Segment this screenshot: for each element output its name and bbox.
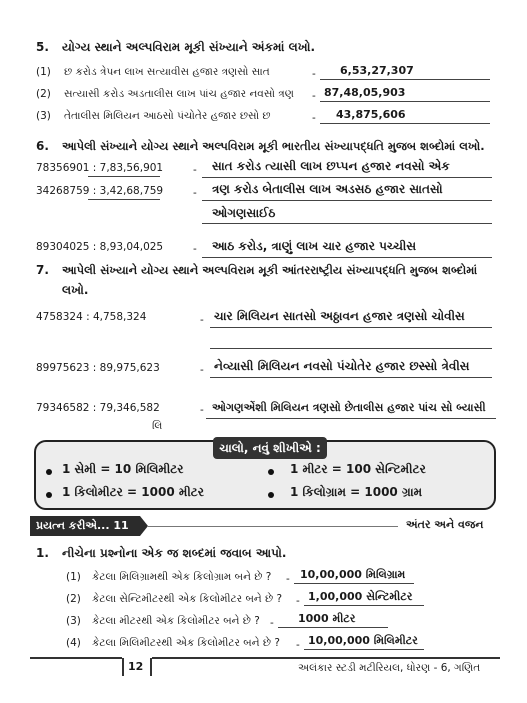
q7-words: ઓગણએંશી મિલિયન ત્રણસો છેતાલીસ હજાર પાંચ સો બ્યાસી: [212, 401, 486, 414]
practice-q-text: નીચેના પ્રશ્નોના એક જ શબ્દમાં જવાબ આપો.: [62, 546, 287, 560]
q7-tail: લિ: [152, 420, 163, 432]
dash: -: [193, 164, 197, 176]
q6-given: 89304025 : 8,93,04,025: [36, 241, 164, 253]
answer-line: [210, 327, 492, 328]
dash: -: [200, 404, 204, 416]
footer-rule-left: [30, 657, 122, 659]
learn-box-title: ચાલો, નવું શીખીએ :: [213, 437, 327, 459]
fact: 1 કિલોગ્રામ = 1000 ગ્રામ: [290, 485, 423, 499]
q5-answer: 87,48,05,903: [324, 86, 406, 99]
q5-item-number: (2): [36, 88, 51, 100]
q6-words: સાત કરોડ ત્યાસી લાખ છપ્પન હજાર નવસો એક: [212, 159, 450, 173]
q5-item-number: (3): [36, 110, 51, 122]
bullet-icon: [268, 469, 274, 475]
dash: -: [312, 112, 316, 124]
answer-line: [210, 377, 492, 378]
practice-item-text: કેટલા મીટરથી એક કિલોમીટર બને છે ?: [92, 615, 260, 627]
q5-answer: 6,53,27,307: [340, 64, 414, 77]
answer-line: [202, 177, 492, 178]
bullet-icon: [46, 492, 52, 498]
footer-rule-right: [152, 657, 500, 659]
q7-number: 7.: [36, 263, 49, 277]
fact: 1 સેમી = 10 મિલિમીટર: [62, 462, 184, 476]
given-underline: [88, 176, 160, 177]
q5-item-text: છ કરોડ ત્રેપન લાખ સત્યાવીસ હજાર ત્રણસો સાત: [64, 66, 270, 78]
practice-item-text: કેટલા સેન્ટિમીટરથી એક કિલોમીટર બને છે ?: [92, 593, 283, 605]
q7-text: આપેલી સંખ્યાને યોગ્ય સ્થાને અલ્પવિરામ મૂકી આંતરરાષ્ટ્રીય સંખ્યાપદ્ધતિ મુજબ શબ્દોમાં: [62, 263, 478, 277]
bullet-icon: [268, 492, 274, 498]
practice-tab: પ્રયત્ન કરીએ... 11: [30, 516, 140, 536]
q7-words: ચાર મિલિયન સાતસો અઠ્ઠાવન હજાર ત્રણસો ચોવીસ: [214, 309, 465, 323]
publisher-line: અલંકાર સ્ટડી મટીરિયલ, ધોરણ - 6, ગણિત: [298, 662, 481, 674]
q5-item-text: સત્યાસી કરોડ અડતાલીસ લાખ પાંચ હજાર નવસો ત્રણ: [64, 88, 294, 100]
practice-answer: 10,00,000 મિલિમીટર: [308, 634, 418, 647]
practice-answer: 1,00,000 સેન્ટિમીટર: [308, 590, 413, 603]
answer-line: [206, 418, 496, 419]
q5-item-text: તેતાલીસ મિલિયન આઠસો પંચોતેર હજાર છસો છ: [64, 110, 271, 122]
q7-given: 89975623 : 89,975,623: [36, 362, 160, 374]
q5-text: યોગ્ય સ્થાને અલ્પવિરામ મૂકી સંખ્યાને અંકમાં લખો.: [62, 40, 316, 54]
q7-given: 4758324 : 4,758,324: [36, 311, 147, 323]
dash: -: [200, 314, 204, 326]
tab-arrow-icon: [140, 516, 148, 536]
answer-line: [304, 605, 424, 606]
q6-given: 34268759 : 3,42,68,759: [36, 185, 164, 197]
answer-line: [278, 627, 388, 628]
answer-line: [320, 101, 490, 102]
dash: -: [312, 90, 316, 102]
practice-item-number: (4): [66, 637, 81, 649]
q6-text: આપેલી સંખ્યાને યોગ્ય સ્થાને અલ્પવિરામ મૂકી ભારતીય સંખ્યાપદ્ધતિ મુજબ શબ્દોમાં લખો.: [62, 139, 485, 153]
dash: -: [193, 187, 197, 199]
dash: -: [312, 68, 316, 80]
practice-item-number: (2): [66, 593, 81, 605]
answer-line: [202, 200, 492, 201]
q6-words: ત્રણ કરોડ બેતાલીસ લાખ અડસઠ હજાર સાતસો: [212, 182, 443, 196]
practice-answer: 10,00,000 મિલિગ્રામ: [300, 568, 406, 581]
answer-line: [320, 79, 490, 80]
given-underline: [88, 199, 160, 200]
practice-item-number: (1): [66, 571, 81, 583]
answer-line: [202, 257, 492, 258]
answer-line: [320, 123, 490, 124]
q7-text-continued: લખો.: [62, 283, 89, 297]
topic-title: અંતર અને વજન: [406, 518, 484, 531]
answer-line: [304, 649, 424, 650]
q6-given: 78356901 : 7,83,56,901: [36, 162, 164, 174]
q7-words: નેવ્યાસી મિલિયન નવસો પંચોતેર હજાર છસ્સો ત્રેવીસ: [214, 359, 470, 373]
answer-line: [210, 348, 492, 349]
bullet-icon: [46, 469, 52, 475]
q6-words: આઠ કરોડ, ત્રાણું લાખ ચાર હજાર પચ્ચીસ: [212, 239, 417, 253]
q6-number: 6.: [36, 139, 49, 153]
dash: -: [296, 595, 300, 607]
q6-words-continued: ઓગણસાઈઠ: [212, 206, 276, 220]
dash: -: [193, 243, 197, 255]
fact: 1 મીટર = 100 સેન્ટિમીટર: [290, 462, 426, 476]
practice-item-number: (3): [66, 615, 81, 627]
fact: 1 કિલોમીટર = 1000 મીટર: [62, 485, 204, 499]
practice-q-number: 1.: [36, 546, 49, 560]
practice-item-text: કેટલા મિલિગ્રામથી એક કિલોગ્રામ બને છે ?: [92, 571, 272, 583]
dash: -: [286, 573, 290, 585]
dash: -: [200, 364, 204, 376]
q5-item-number: (1): [36, 66, 51, 78]
practice-item-text: કેટલા મિલિમીટરથી એક કિલોમીટર બને છે ?: [92, 637, 280, 649]
q7-given: 79346582 : 79,346,582: [36, 402, 160, 414]
dash: -: [296, 639, 300, 651]
dash: -: [270, 617, 274, 629]
page-number: 12: [128, 660, 144, 673]
divider: [148, 526, 398, 527]
answer-line: [294, 583, 414, 584]
answer-line: [202, 223, 492, 224]
practice-answer: 1000 મીટર: [298, 612, 356, 625]
q5-number: 5.: [36, 40, 49, 54]
q5-answer: 43,875,606: [336, 108, 406, 121]
